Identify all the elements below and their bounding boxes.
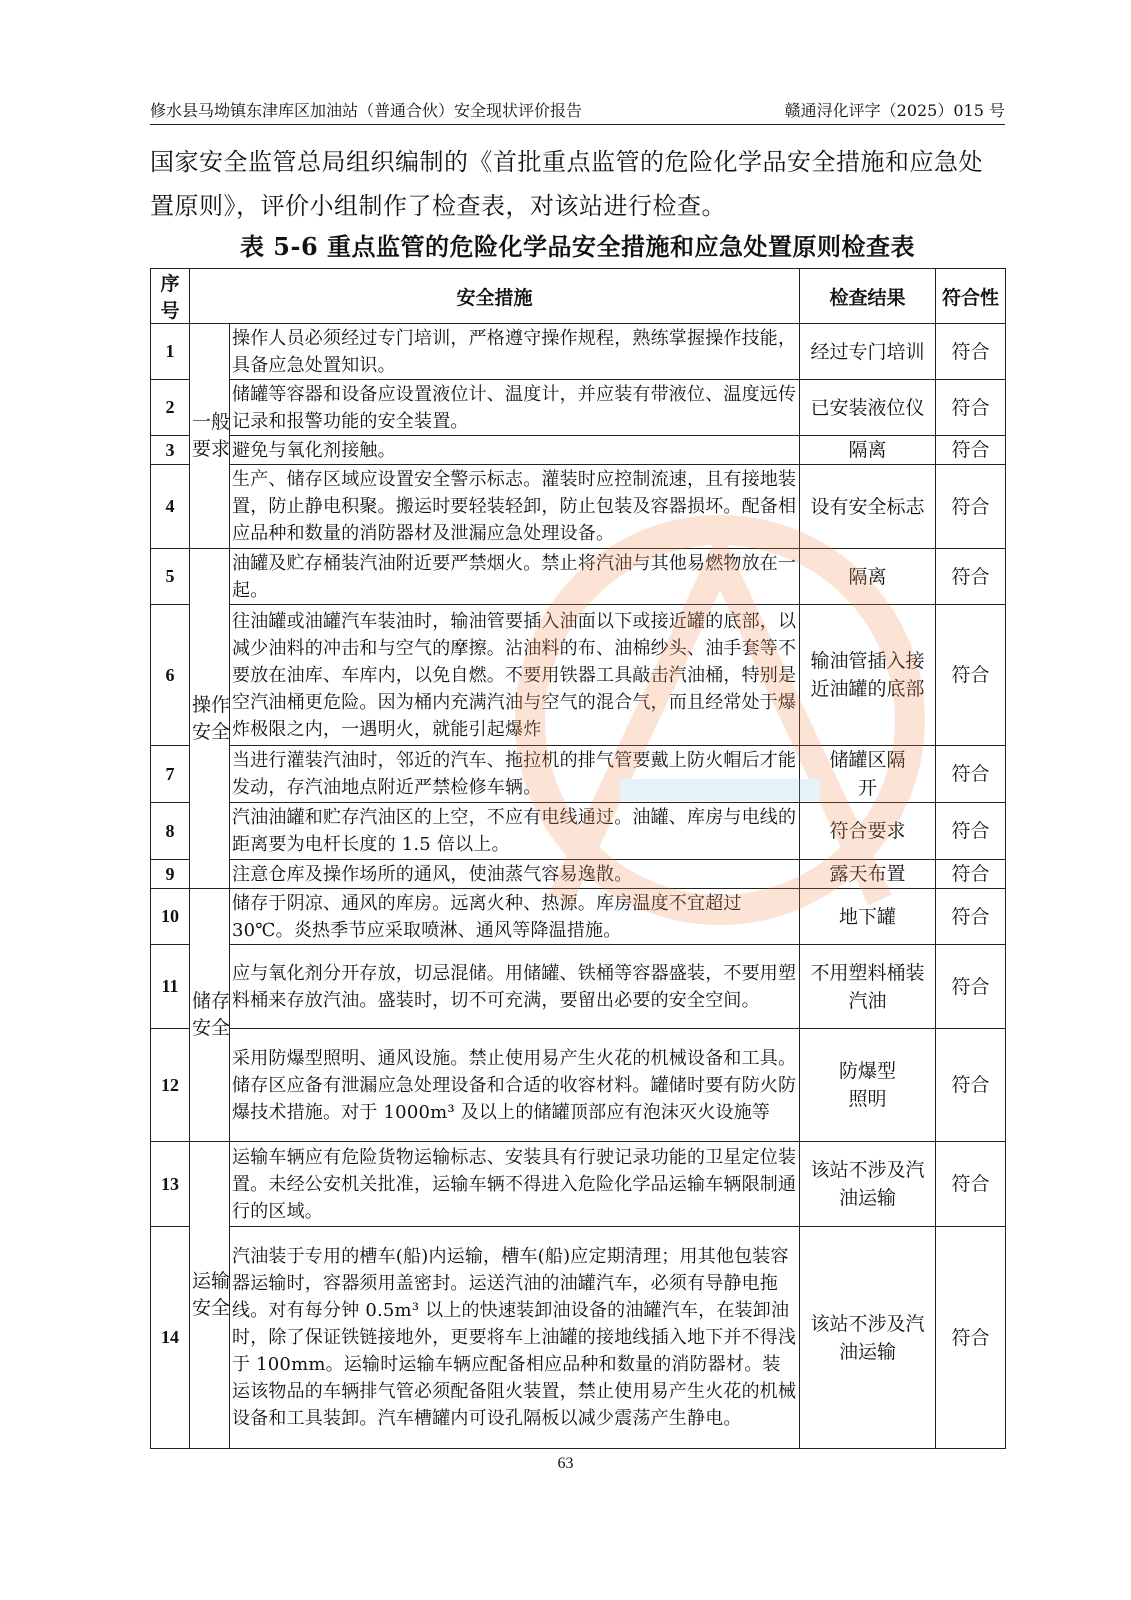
table-row xyxy=(151,380,1006,436)
conformity: 符合 xyxy=(936,945,1006,1029)
category-label: 储存安全 xyxy=(192,990,231,1039)
category-label: 运输安全 xyxy=(192,1270,231,1319)
row-number: 7 xyxy=(151,746,190,803)
table-row xyxy=(151,605,1006,746)
check-result: 露天布置 xyxy=(800,860,936,889)
check-result: 储罐区隔开 xyxy=(800,746,936,803)
check-result: 不用塑料桶装汽油 xyxy=(800,945,936,1029)
measure-text: 采用防爆型照明、通风设施。禁止使用易产生火花的机械设备和工具。储存区应备有泄漏应急处理设备和合适的收容材料。罐储时要有防火防爆技术措施。对于 1000m³ 及以上的储罐顶部应有泡沫灭火设施等 xyxy=(230,1029,800,1142)
intro-paragraph: 国家安全监管总局组织编制的《首批重点监管的危险化学品安全措施和应急处置原则》，评价小组制作了检查表，对该站进行检查。 xyxy=(150,148,983,220)
check-result: 已安装液位仪 xyxy=(800,380,936,436)
measure-text: 汽油装于专用的槽车(船)内运输，槽车(船)应定期清理；用其他包装容器运输时，容器须用盖密封。运送汽油的油罐汽车，必须有导静电拖线。对有每分钟 0.5m³ 以上的快速装卸油设备的油罐汽车，在装卸油时，除了保证铁链接地外，更要将车上油罐的接地线插入地下并不得浅于 100mm。运输时运输车辆应配备相应品种和数量的消防器材。装运该物品的车辆排气管必须配备阻火装置，禁止使用易产生火花的机械设备和工具装卸。汽车槽罐内可设孔隔板以减少震荡产生静电。 xyxy=(230,1227,800,1449)
conformity: 符合 xyxy=(936,1142,1006,1227)
conformity: 符合 xyxy=(936,324,1006,380)
conformity: 符合 xyxy=(936,1029,1006,1142)
measure-text: 当进行灌装汽油时，邻近的汽车、拖拉机的排气管要戴上防火帽后才能发动，存汽油地点附近严禁检修车辆。 xyxy=(230,746,800,803)
measure-text: 注意仓库及操作场所的通风，使油蒸气容易逸散。 xyxy=(230,860,800,889)
row-number: 13 xyxy=(151,1142,190,1227)
conformity: 符合 xyxy=(936,605,1006,746)
measure-text: 运输车辆应有危险货物运输标志、安装具有行驶记录功能的卫星定位装置。未经公安机关批准，运输车辆不得进入危险化学品运输车辆限制通行的区域。 xyxy=(230,1142,800,1227)
document-number: 赣通浔化评字（2025）015 号 xyxy=(784,101,1005,120)
conformity: 符合 xyxy=(936,746,1006,803)
conformity: 符合 xyxy=(936,889,1006,945)
conformity: 符合 xyxy=(936,380,1006,436)
row-number: 5 xyxy=(151,549,190,605)
table-row xyxy=(151,860,1006,889)
check-result: 地下罐 xyxy=(800,889,936,945)
row-number: 2 xyxy=(151,380,190,436)
check-result: 隔离 xyxy=(800,436,936,465)
check-result: 隔离 xyxy=(800,549,936,605)
header-conformity: 符合性 xyxy=(936,269,1006,324)
table-header-row xyxy=(151,269,1006,324)
row-number: 11 xyxy=(151,945,190,1029)
conformity: 符合 xyxy=(936,803,1006,860)
table-row xyxy=(151,436,1006,465)
header-measure: 安全措施 xyxy=(190,269,800,324)
check-result: 输油管插入接近油罐的底部 xyxy=(800,605,936,746)
category-operation xyxy=(190,549,230,889)
check-result: 经过专门培训 xyxy=(800,324,936,380)
table-row xyxy=(151,945,1006,1029)
check-result: 该站不涉及汽油运输 xyxy=(800,1142,936,1227)
category-transport xyxy=(190,1142,230,1449)
row-number: 10 xyxy=(151,889,190,945)
table-row xyxy=(151,1029,1006,1142)
table-row xyxy=(151,1227,1006,1449)
row-number: 3 xyxy=(151,436,190,465)
conformity: 符合 xyxy=(936,1227,1006,1449)
row-number: 4 xyxy=(151,465,190,549)
row-number: 9 xyxy=(151,860,190,889)
measure-text: 应与氧化剂分开存放，切忌混储。用储罐、铁桶等容器盛装，不要用塑料桶来存放汽油。盛装时，切不可充满，要留出必要的安全空间。 xyxy=(230,945,800,1029)
table-row xyxy=(151,889,1006,945)
header-result: 检查结果 xyxy=(800,269,936,324)
measure-text: 避免与氧化剂接触。 xyxy=(230,436,800,465)
measure-text: 生产、储存区域应设置安全警示标志。灌装时应控制流速，且有接地装置，防止静电积聚。搬运时要轻装轻卸，防止包装及容器损坏。配备相应品种和数量的消防器材及泄漏应急处理设备。 xyxy=(230,465,800,549)
row-number: 14 xyxy=(151,1227,190,1449)
check-result: 设有安全标志 xyxy=(800,465,936,549)
measure-text: 汽油油罐和贮存汽油区的上空，不应有电线通过。油罐、库房与电线的距离要为电杆长度的 1.5 倍以上。 xyxy=(230,803,800,860)
measure-text: 储罐等容器和设备应设置液位计、温度计，并应装有带液位、温度远传记录和报警功能的安全装置。 xyxy=(230,380,800,436)
table-row xyxy=(151,549,1006,605)
table-row xyxy=(151,1142,1006,1227)
row-number: 6 xyxy=(151,605,190,746)
header-no: 序号 xyxy=(151,269,190,324)
check-result: 符合要求 xyxy=(800,803,936,860)
report-title: 修水县马坳镇东津库区加油站（普通合伙）安全现状评价报告 xyxy=(150,101,583,120)
table-row xyxy=(151,803,1006,860)
check-result: 防爆型照明 xyxy=(800,1029,936,1142)
row-number: 8 xyxy=(151,803,190,860)
table-row xyxy=(151,324,1006,380)
conformity: 符合 xyxy=(936,860,1006,889)
category-label: 一般要求 xyxy=(192,411,231,460)
page-number: 63 xyxy=(557,1455,574,1472)
table-row xyxy=(151,465,1006,549)
table-row xyxy=(151,746,1006,803)
table-caption: 表 5-6 重点监管的危险化学品安全措施和应急处置原则检查表 xyxy=(239,232,916,261)
row-number: 12 xyxy=(151,1029,190,1142)
conformity: 符合 xyxy=(936,549,1006,605)
checklist-table xyxy=(150,268,1006,1449)
row-number: 1 xyxy=(151,324,190,380)
category-storage xyxy=(190,889,230,1142)
check-result: 该站不涉及汽油运输 xyxy=(800,1227,936,1449)
page-header xyxy=(150,98,1005,125)
conformity: 符合 xyxy=(936,465,1006,549)
measure-text: 储存于阴凉、通风的库房。远离火种、热源。库房温度不宜超过 30℃。炎热季节应采取喷淋、通风等降温措施。 xyxy=(230,889,800,945)
category-label: 操作安全 xyxy=(192,693,231,743)
measure-text: 油罐及贮存桶装汽油附近要严禁烟火。禁止将汽油与其他易燃物放在一起。 xyxy=(230,549,800,605)
category-general xyxy=(190,324,230,549)
measure-text: 往油罐或油罐汽车装油时，输油管要插入油面以下或接近罐的底部，以减少油料的冲击和与空气的摩擦。沾油料的布、油棉纱头、油手套等不要放在油库、车库内，以免自燃。不要用铁器工具敲击汽油桶，特别是空汽油桶更危险。因为桶内充满汽油与空气的混合气，而且经常处于爆炸极限之内，一遇明火，就能引起爆炸 xyxy=(230,605,800,746)
conformity: 符合 xyxy=(936,436,1006,465)
measure-text: 操作人员必须经过专门培训，严格遵守操作规程，熟练掌握操作技能，具备应急处置知识。 xyxy=(230,324,800,380)
